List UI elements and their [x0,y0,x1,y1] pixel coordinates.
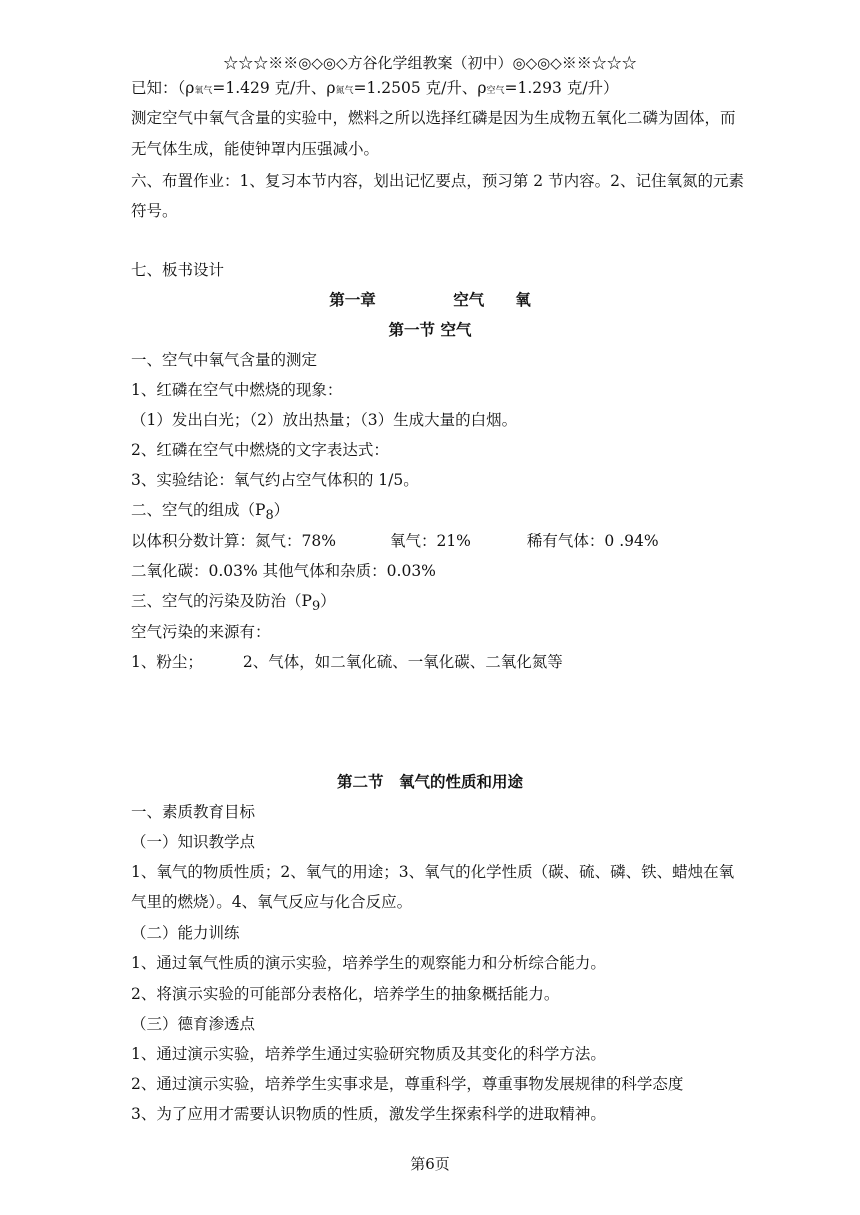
density-nitrogen: =1.2505 克/升、ρ [353,79,487,97]
board-line: 空气污染的来源有： [131,623,271,641]
page-ref-subscript: 9 [311,599,321,615]
board-line: （1）发出白光；（2）放出热量；（3）生成大量的白烟。 [131,411,518,429]
known-prefix: 已知：（ρ [131,79,195,97]
page-ref-subscript: 8 [265,508,274,524]
chapter-title: 第一章 空气 氧 [329,290,531,309]
body-line: 一、素质教育目标 [131,803,256,821]
subscript-oxygen: 氧气 [194,86,213,96]
subscript-air: 空气 [486,86,505,96]
board-line [131,591,336,617]
body-line: 3、为了应用才需要认识物质的性质，激发学生探索科学的进取精神。 [131,1105,606,1123]
board-line: 1、红磷在空气中燃烧的现象： [131,381,343,399]
board-line: 3、实验结论：氧气约占空气体积的 1/5。 [131,471,419,489]
body-line: 1、通过氧气性质的演示实验，培养学生的观察能力和分析综合能力。 [131,954,606,972]
pollution-source-dust: 1、粉尘； [131,653,203,671]
board-line: 一、空气中氧气含量的测定 [131,351,318,369]
body-line: 1、氧气的物质性质；2、氧气的用途；3、氧气的化学性质（碳、硫、磷、铁、蜡烛在氧 [131,863,735,881]
board-line [131,531,659,551]
section-title: 第二节 氧气的性质和用途 [336,772,523,791]
noble-gas-fraction: 稀有气体：0 .94% [526,532,659,550]
composition-heading: 二、空气的组成（P [131,501,266,519]
density-air: =1.293 克/升） [504,79,619,97]
density-oxygen: =1.429 克/升、ρ [212,79,336,97]
oxygen-fraction: 氧气：21% [389,532,471,550]
body-line: 2、通过演示实验，培养学生实事求是，尊重科学，尊重事物发展规律的科学态度 [131,1075,684,1093]
homework-line: 符号。 [131,202,178,220]
section-title: 第一节 空气 [388,320,472,339]
paren-close: ） [273,501,290,519]
body-line: （一）知识教学点 [131,833,256,851]
subscript-nitrogen: 氮气 [335,86,354,96]
board-line [131,652,563,672]
board-line: 2、红磷在空气中燃烧的文字表达式： [131,441,389,459]
page-number: 第6页 [410,1155,450,1173]
body-line: （三）德育渗透点 [131,1015,256,1033]
known-densities [131,78,619,101]
nitrogen-fraction: 以体积分数计算：氮气：78% [131,532,336,550]
paren-close: ） [320,592,336,610]
body-line: 气里的燃烧）。4、氧气反应与化合反应。 [131,893,413,911]
board-design-heading: 七、板书设计 [131,261,225,279]
board-line: 二氧化碳：0.03% 其他气体和杂质：0.03% [131,562,436,580]
paragraph-line: 无气体生成，能使钟罩内压强减小。 [131,140,380,158]
page-header: ☆☆☆※※◎◇◎◇方谷化学组教案（初中）◎◇◎◇※※☆☆☆ [223,54,637,72]
pollution-source-gas: 2、气体，如二氧化硫、一氧化碳、二氧化氮等 [242,653,563,671]
body-line: （二）能力训练 [131,924,240,942]
homework-line: 六、布置作业：1、复习本节内容，划出记忆要点，预习第 2 节内容。2、记住氧氮的元素 [131,172,744,190]
paragraph-line: 测定空气中氧气含量的实验中，燃料之所以选择红磷是因为生成物五氧化二磷为固体，而 [131,109,736,127]
board-line [131,500,289,526]
body-line: 2、将演示实验的可能部分表格化，培养学生的抽象概括能力。 [131,985,560,1003]
pollution-heading: 三、空气的污染及防治（P [131,592,312,610]
body-line: 1、通过演示实验，培养学生通过实验研究物质及其变化的科学方法。 [131,1045,606,1063]
